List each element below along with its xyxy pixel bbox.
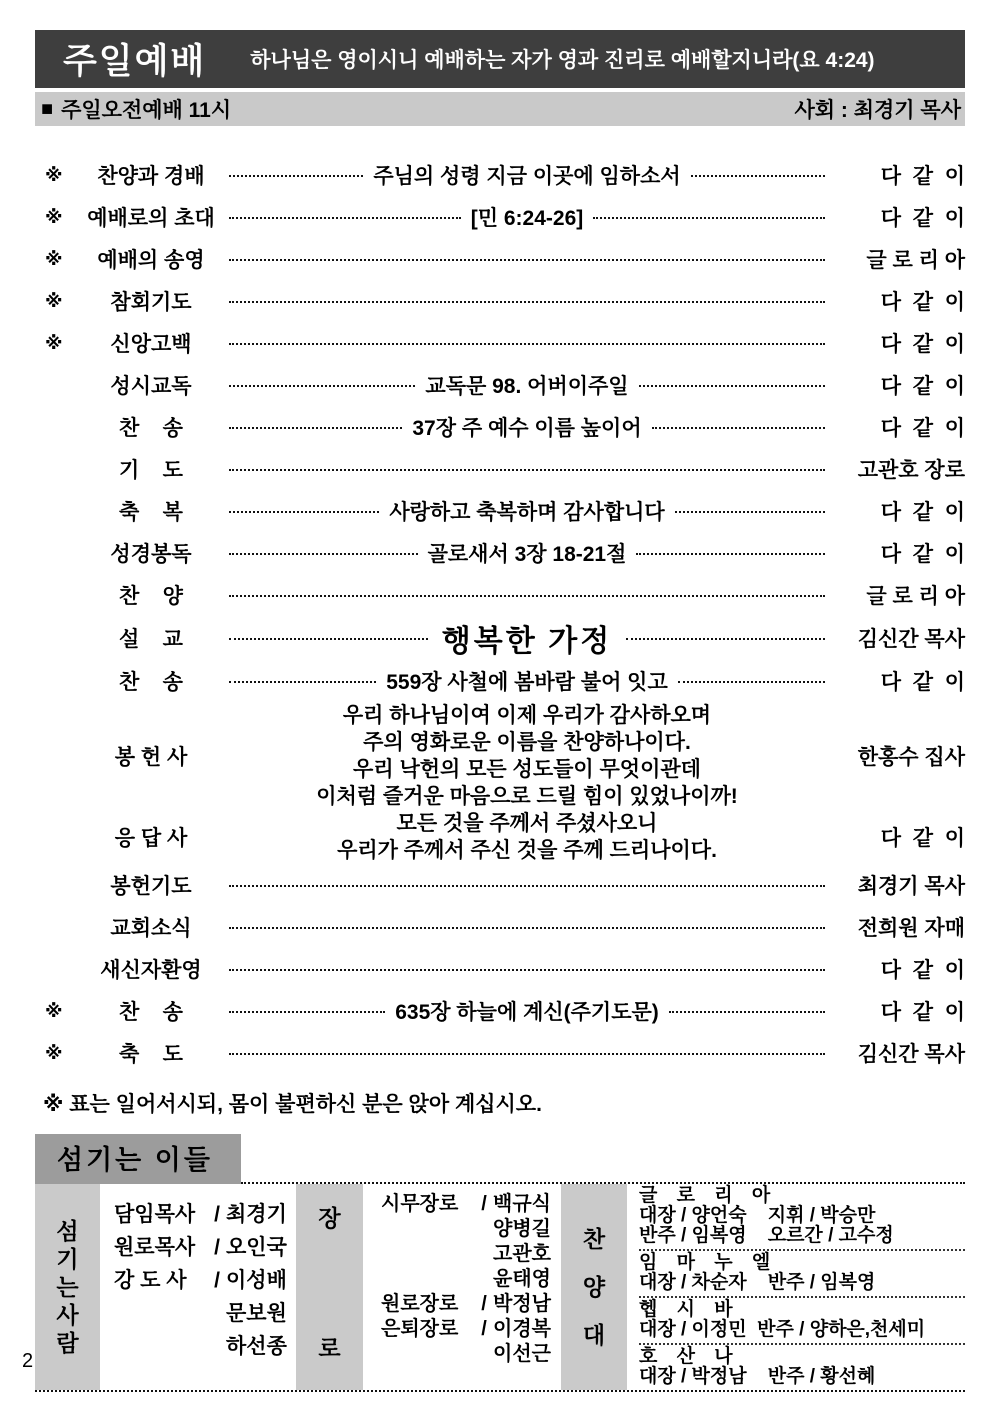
order-item-middle [229,702,825,810]
servant-role [381,1267,475,1292]
order-row [35,574,965,616]
order-row [35,280,965,322]
order-row [35,448,965,490]
order-item-title: 찬 송 [119,417,183,440]
presider-label: 사회 : 최경기 목사 [794,99,961,122]
order-item-person: 다 같 이 [880,827,965,850]
servant-role: 은퇴장로 [381,1318,459,1340]
dotted-leader [678,681,825,683]
order-item-title: 찬 양 [119,585,183,608]
slash-separator [208,1330,226,1363]
servant-name: 문보원 [226,1302,287,1325]
order-item-person: 전희원 자매 [857,917,965,940]
servant-role: 원로목사 [114,1236,196,1259]
standing-mark: ※ [45,290,63,311]
content-line: 우리 낙헌의 모든 성도들이 무엇이관데 [353,758,701,781]
slash-separator: / [481,1193,487,1215]
order-item-middle [229,616,825,660]
order-item-title: 축 복 [119,501,183,524]
order-item-middle [229,412,825,442]
order-item-title: 새신자환영 [100,959,202,982]
order-item-content [229,810,825,864]
order-item-middle [229,968,825,970]
order-item-person: 다 같 이 [880,291,965,314]
service-subheader-bar [35,92,965,126]
order-row [35,906,965,948]
servants-section-header [35,1134,965,1184]
order-item-title: 교회소식 [110,917,192,940]
servant-role: 시무장로 [381,1193,459,1215]
order-item-middle [229,342,825,344]
choir-group [639,1184,965,1251]
order-item-title: 설 교 [119,628,183,651]
order-item-middle [229,300,825,302]
dotted-leader [229,259,825,261]
order-item-person: 다 같 이 [880,959,965,982]
slash-separator: / [214,1269,220,1292]
order-item-content: 골로새서 3장 18-21절 [427,543,627,566]
vertical-header-char: 사 [56,1302,79,1328]
order-item-person: 다 같 이 [880,1001,965,1024]
servant-line [381,1192,561,1217]
order-row [35,1032,965,1074]
content-line: 우리 하나님이여 이제 우리가 감사하오며 [342,704,712,727]
servant-role [381,1242,475,1267]
standing-mark: ※ [45,1042,63,1063]
dotted-leader [593,217,825,219]
choir-detail-line: 대장 / 이정민 반주 / 양하은,천세미 [639,1319,926,1340]
vertical-header-char: 기 [56,1246,79,1272]
servant-line [381,1217,561,1242]
order-row [35,322,965,364]
servant-line [114,1264,296,1297]
choir-group [639,1251,965,1298]
choir-name: 호 산 나 [639,1346,740,1367]
order-item-person: 다 같 이 [880,671,965,694]
servant-role: 담임목사 [114,1203,196,1226]
servant-line [381,1292,561,1317]
order-item-content: 교독문 98. 어버이주일 [425,375,629,398]
servant-line [381,1342,561,1367]
order-item-middle [229,370,825,400]
standing-mark: ※ [45,248,63,269]
servants-section-title: 섬기는 이들 [35,1134,241,1184]
order-item-content: 37장 주 예수 이름 높이어 [412,417,642,440]
dotted-leader [669,1011,825,1013]
order-item-middle [229,258,825,260]
order-item-content: 주님의 성령 지금 이곳에 임하소서 [373,165,681,188]
servant-role [381,1342,475,1367]
order-item-middle [229,202,825,232]
order-item-middle [229,160,825,190]
servant-name: 고관호 [493,1243,551,1265]
dotted-leader [229,1053,825,1055]
servant-line [114,1198,296,1231]
order-item-middle [229,666,825,696]
order-item-title: 봉헌기도 [110,875,192,898]
order-item-middle [229,926,825,928]
order-item-person: 다 같 이 [880,543,965,566]
order-row [35,406,965,448]
dotted-leader [229,927,825,929]
servant-line [381,1242,561,1267]
choir-group [639,1345,965,1390]
order-item-middle [229,810,825,864]
dotted-leader [636,553,825,555]
servants-people-header-column [35,1184,100,1390]
worship-header-bar [35,30,965,88]
elders-header-column [296,1184,363,1390]
dotted-leader [229,175,363,177]
choir-header-column [561,1184,627,1390]
order-item-title: 예배로의 초대 [87,207,215,230]
order-item-person: 다 같 이 [880,501,965,524]
order-item-person: 다 같 이 [880,207,965,230]
vertical-header-char: 로 [318,1335,341,1361]
servant-name: 이경복 [493,1318,551,1340]
order-item-person: 김신간 목사 [857,1043,965,1066]
order-row [35,532,965,574]
order-item-person: 글 로 리 아 [866,585,965,608]
servant-name: 이선근 [493,1343,551,1365]
dotted-leader [229,969,825,971]
dotted-leader [229,385,415,387]
standing-mark: ※ [45,1000,63,1021]
square-bullet-icon: ■ [41,97,54,120]
order-item-content [229,702,825,810]
servant-role: 원로장로 [381,1293,459,1315]
dotted-leader [229,885,825,887]
order-item-title: 성경봉독 [110,543,192,566]
page-number: 2 [22,1350,34,1372]
scripture-verse: 하나님은 영이시니 예배하는 자가 영과 진리로 예배할지니라(요 4:24) [250,49,875,72]
order-row [35,154,965,196]
servant-line [381,1317,561,1342]
servant-name: 최경기 [226,1203,287,1226]
dotted-leader [229,638,428,640]
order-item-middle [229,884,825,886]
order-item-title: 봉 헌 사 [114,746,188,769]
order-row [35,238,965,280]
order-item-content: 사랑하고 축복하며 감사합니다 [389,501,665,524]
order-item-middle [229,1052,825,1054]
dotted-leader [229,343,825,345]
order-item-title: 기 도 [119,459,183,482]
dotted-leader [626,638,825,640]
order-item-title: 응 답 사 [114,827,188,850]
order-item-title: 성시교독 [110,375,192,398]
servants-section [35,1134,965,1392]
order-row [35,948,965,990]
standing-mark: ※ [45,332,63,353]
order-item-title: 신앙고백 [110,333,192,356]
slash-separator [475,1267,493,1292]
order-item-title: 찬양과 경배 [97,165,205,188]
choir-group [639,1298,965,1345]
servant-name: 오인국 [226,1236,287,1259]
servant-name: 윤태영 [493,1268,551,1290]
standing-footnote: ※ 표는 일어서시되, 몸이 불편하신 분은 앉아 계십시오. [43,1093,542,1116]
servant-role [114,1297,208,1330]
order-item-person: 다 같 이 [880,375,965,398]
choir-detail-line: 대장 / 차순자 반주 / 임복영 [639,1272,876,1293]
order-item-person: 다 같 이 [880,333,965,356]
order-item-person: 김신간 목사 [857,628,965,651]
order-item-title: 찬 송 [119,1001,183,1024]
servant-role [114,1330,208,1363]
choir-groups-column [627,1184,965,1390]
slash-separator: / [214,1236,220,1259]
order-row [35,616,965,660]
vertical-header-char: 섬 [56,1218,79,1244]
order-item-middle [229,496,825,526]
vertical-header-char: 양 [582,1274,606,1300]
service-time-label [41,94,231,124]
dotted-leader [691,175,825,177]
order-item-title: 찬 송 [119,671,183,694]
servant-name: 박정남 [493,1293,551,1315]
order-item-person: 다 같 이 [880,165,965,188]
order-row [35,364,965,406]
order-row [35,196,965,238]
choir-name: 헵 시 바 [639,1299,740,1320]
dotted-leader [652,427,825,429]
order-item-content: 559장 사철에 봄바람 불어 잇고 [386,671,668,694]
servant-name: 백규식 [493,1193,551,1215]
order-item-content: [민 6:24-26] [470,207,584,230]
servant-name: 이성배 [226,1269,287,1292]
choir-name: 임 마 누 엘 [639,1252,778,1273]
vertical-header-char: 대 [582,1322,606,1348]
dotted-leader [229,1011,385,1013]
servant-name: 양병길 [493,1218,551,1240]
dotted-leader [229,469,825,471]
order-row [35,702,965,810]
order-item-title: 예배의 송영 [97,249,205,272]
order-item-title: 참회기도 [110,291,192,314]
content-line: 주의 영화로운 이름을 찬양하나이다. [363,731,691,754]
slash-separator [475,1217,493,1242]
vertical-header-char: 장 [318,1205,341,1231]
vertical-header-char: 는 [56,1274,79,1300]
servant-line [114,1330,296,1363]
order-of-worship [35,154,965,1074]
elders-names-column [363,1184,561,1390]
servant-line [114,1231,296,1264]
order-item-middle [229,594,825,596]
order-row [35,810,965,864]
order-item-middle [229,538,825,568]
standing-mark: ※ [45,164,63,185]
dotted-leader [229,511,379,513]
vertical-header-char: 람 [56,1330,79,1356]
dotted-leader [675,511,825,513]
slash-separator: / [214,1203,220,1226]
order-item-person: 다 같 이 [880,417,965,440]
slash-separator [208,1297,226,1330]
servant-line [114,1297,296,1330]
dotted-leader [229,553,418,555]
servant-role: 강 도 사 [114,1269,187,1292]
content-line: 우리가 주께서 주신 것을 주께 드리나이다. [337,839,717,862]
servant-name: 하선종 [226,1335,287,1358]
choir-name: 글 로 리 아 [639,1185,778,1206]
choir-detail-line: 대장 / 박정남 반주 / 황선혜 [639,1366,876,1387]
slash-separator: / [481,1318,487,1340]
slash-separator [475,1342,493,1367]
order-item-middle [229,996,825,1026]
order-item-person: 글 로 리 아 [866,249,965,272]
dotted-leader [229,595,825,597]
page-title: 주일예배 [63,42,207,81]
choir-detail-line: 대장 / 양언숙 지휘 / 박승만 [639,1205,876,1226]
content-line: 모든 것을 주께서 주셨사오니 [396,812,658,835]
servant-role [381,1217,475,1242]
dotted-leader [229,301,825,303]
content-line: 이처럼 즐거운 마음으로 드릴 힘이 있었나이까! [316,785,738,808]
order-item-person: 고관호 장로 [857,459,965,482]
dotted-leader [639,385,825,387]
vertical-header-char: 찬 [582,1226,606,1252]
servants-table [35,1184,965,1392]
dotted-leader [229,217,461,219]
order-row [35,990,965,1032]
service-time-text: 주일오전예배 11시 [61,99,232,122]
choir-detail-line: 반주 / 임복영 오르간 / 고수정 [639,1225,894,1246]
servant-line [381,1267,561,1292]
dotted-leader [229,427,402,429]
dotted-leader [229,681,376,683]
slash-separator: / [481,1293,487,1315]
servants-people-names-column [100,1184,296,1390]
order-item-person: 최경기 목사 [857,875,965,898]
order-item-middle [229,468,825,470]
order-item-content: 635장 하늘에 계신(주기도문) [395,1001,659,1024]
order-row [35,864,965,906]
order-item-person: 한홍수 집사 [857,746,965,769]
slash-separator [475,1242,493,1267]
standing-mark: ※ [45,206,63,227]
order-item-title: 축 도 [119,1043,183,1066]
order-row [35,660,965,702]
order-row [35,490,965,532]
order-item-content: 행복한 가정 [441,625,613,658]
